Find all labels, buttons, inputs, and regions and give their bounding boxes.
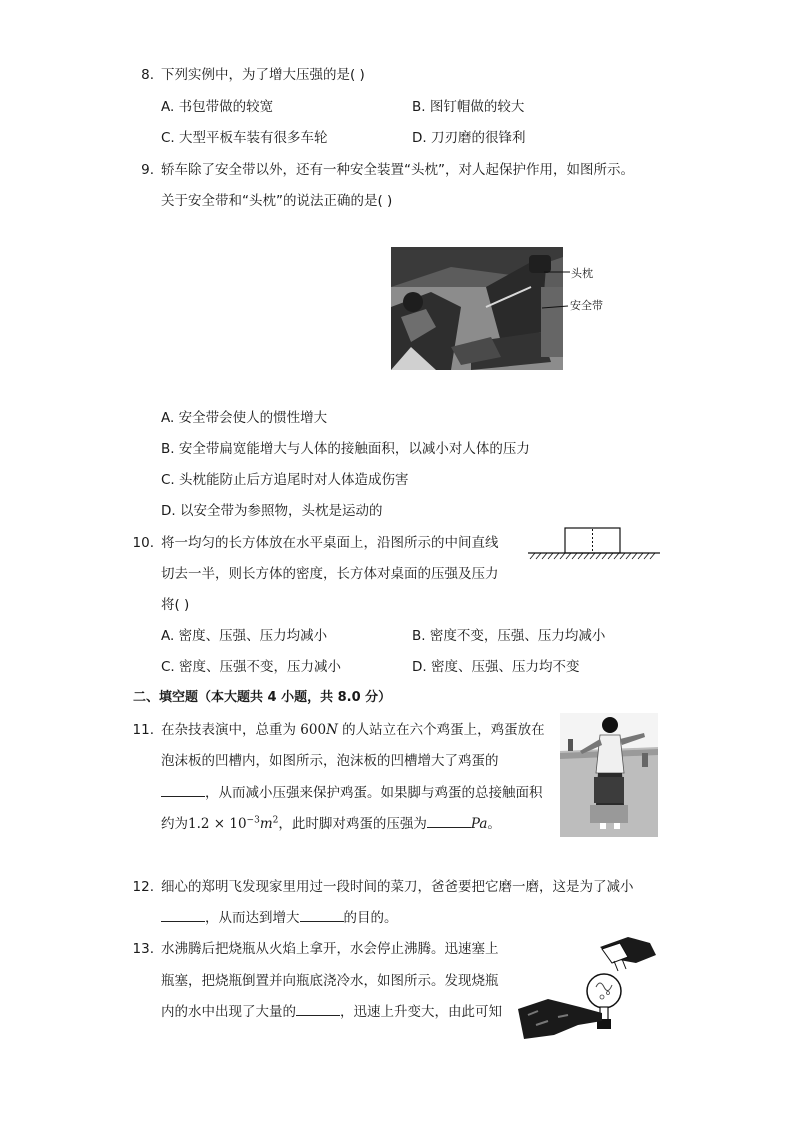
q11-text-e: ，此时脚对鸡蛋的压强为 (278, 816, 427, 832)
section-2-title: 二、填空题（本大题共 4 小题，共 8.0 分） (133, 690, 392, 705)
q11-area-unit-exponent: 2 (272, 815, 279, 826)
question-11-number: 11. (132, 722, 154, 738)
q11-area-coefficient: 1.2 × 10 (188, 816, 247, 832)
inverted-flask-figure (518, 935, 658, 1041)
answer-blank[interactable] (300, 909, 344, 922)
acrobat-egg-photo (560, 713, 658, 837)
question-10-stem-line2: 切去一半，则长方体的密度，长方体对桌面的压强及压力 (161, 566, 499, 582)
question-8-option-d: D. 刀刃磨的很锋利 (412, 130, 526, 146)
answer-blank[interactable] (296, 1003, 340, 1016)
q13-text-a: 内的水中出现了大量的 (161, 1004, 296, 1020)
answer-blank[interactable] (161, 909, 205, 922)
question-10-option-b: B. 密度不变，压强、压力均减小 (412, 628, 606, 644)
q11-text-d: 约为 (161, 816, 188, 832)
q13-text-b: ，迅速上升变大，由此可知 (340, 1004, 502, 1020)
question-11-line1 (161, 721, 545, 739)
question-9-option-d: D. 以安全带为参照物，头枕是运动的 (161, 503, 383, 519)
question-11-line2: 泡沫板的凹槽内，如图所示，泡沫板的凹槽增大了鸡蛋的 (161, 753, 499, 769)
question-10-option-d: D. 密度、压强、压力均不变 (412, 659, 580, 675)
table-hatching (530, 553, 655, 559)
car-seat-image (391, 247, 563, 370)
question-9-stem-line1: 轿车除了安全带以外，还有一种安全装置“头枕”，对人起保护作用，如图所示。 (161, 162, 634, 178)
question-9-option-b: B. 安全带扁宽能增大与人体的接触面积，以减小对人体的压力 (161, 441, 530, 457)
question-8-option-b: B. 图钉帽做的较大 (412, 99, 525, 115)
question-8-number: 8. (141, 67, 154, 83)
question-13-line1: 水沸腾后把烧瓶从火焰上拿开，水会停止沸腾。迅速塞上 (161, 941, 499, 957)
headrest-label: 头枕 (571, 267, 593, 280)
question-10-number: 10. (132, 535, 154, 551)
q11-weight-value: 600 (300, 722, 327, 738)
question-10-stem-line1: 将一均匀的长方体放在水平桌面上，沿图所示的中间直线 (161, 535, 499, 551)
answer-blank[interactable] (161, 784, 205, 797)
question-13-number: 13. (132, 941, 154, 957)
question-9-option-c: C. 头枕能防止后方追尾时对人体造成伤害 (161, 472, 409, 488)
q11-area-exponent: −3 (246, 815, 260, 826)
q12-text-d: 的目的。 (343, 910, 398, 926)
question-8-stem: 下列实例中，为了增大压强的是( ) (161, 67, 365, 83)
q11-text-b: 的人站立在六个鸡蛋上，鸡蛋放在 (337, 722, 545, 738)
question-13-line3 (161, 1003, 502, 1021)
question-8-option-a: A. 书包带做的较宽 (161, 99, 274, 115)
q11-text-c: ，从而减小压强来保护鸡蛋。如果脚与鸡蛋的总接触面积 (205, 785, 543, 801)
question-10-option-a: A. 密度、压强、压力均减小 (161, 628, 328, 644)
question-13-line2: 瓶塞，把烧瓶倒置并向瓶底浇冷水，如图所示。发现烧瓶 (161, 973, 499, 989)
question-8-option-c: C. 大型平板车装有很多车轮 (161, 130, 328, 146)
question-10-stem-line3: 将( ) (161, 597, 190, 613)
q11-unit-pascal: Pa (470, 816, 488, 832)
acrobat-egg-image (560, 713, 658, 837)
car-seat-figure (391, 247, 563, 370)
seatbelt-label: 安全带 (570, 299, 603, 312)
question-12-line2 (161, 909, 398, 927)
question-11-line3 (161, 784, 543, 802)
q11-unit-newton: N (326, 722, 338, 738)
question-9-number: 9. (141, 162, 154, 178)
inverted-flask-image (518, 935, 658, 1041)
q11-text-f: 。 (487, 816, 501, 832)
block-on-table-diagram (528, 527, 660, 563)
answer-blank[interactable] (427, 815, 471, 828)
q11-text-a: 在杂技表演中，总重为 (161, 722, 301, 738)
question-10-option-c: C. 密度、压强不变，压力减小 (161, 659, 342, 675)
question-9-option-a: A. 安全带会使人的惯性增大 (161, 410, 328, 426)
question-12-number: 12. (132, 879, 154, 895)
q12-text-b: ，从而达到增大 (205, 910, 300, 926)
q11-area-unit: m (259, 816, 273, 832)
question-12-line1: 细心的郑明飞发现家里用过一段时间的菜刀，爸爸要把它磨一磨，这是为了减小 (161, 879, 634, 895)
question-11-line4 (161, 815, 501, 833)
question-9-stem-line2: 关于安全带和“头枕”的说法正确的是( ) (161, 193, 393, 209)
